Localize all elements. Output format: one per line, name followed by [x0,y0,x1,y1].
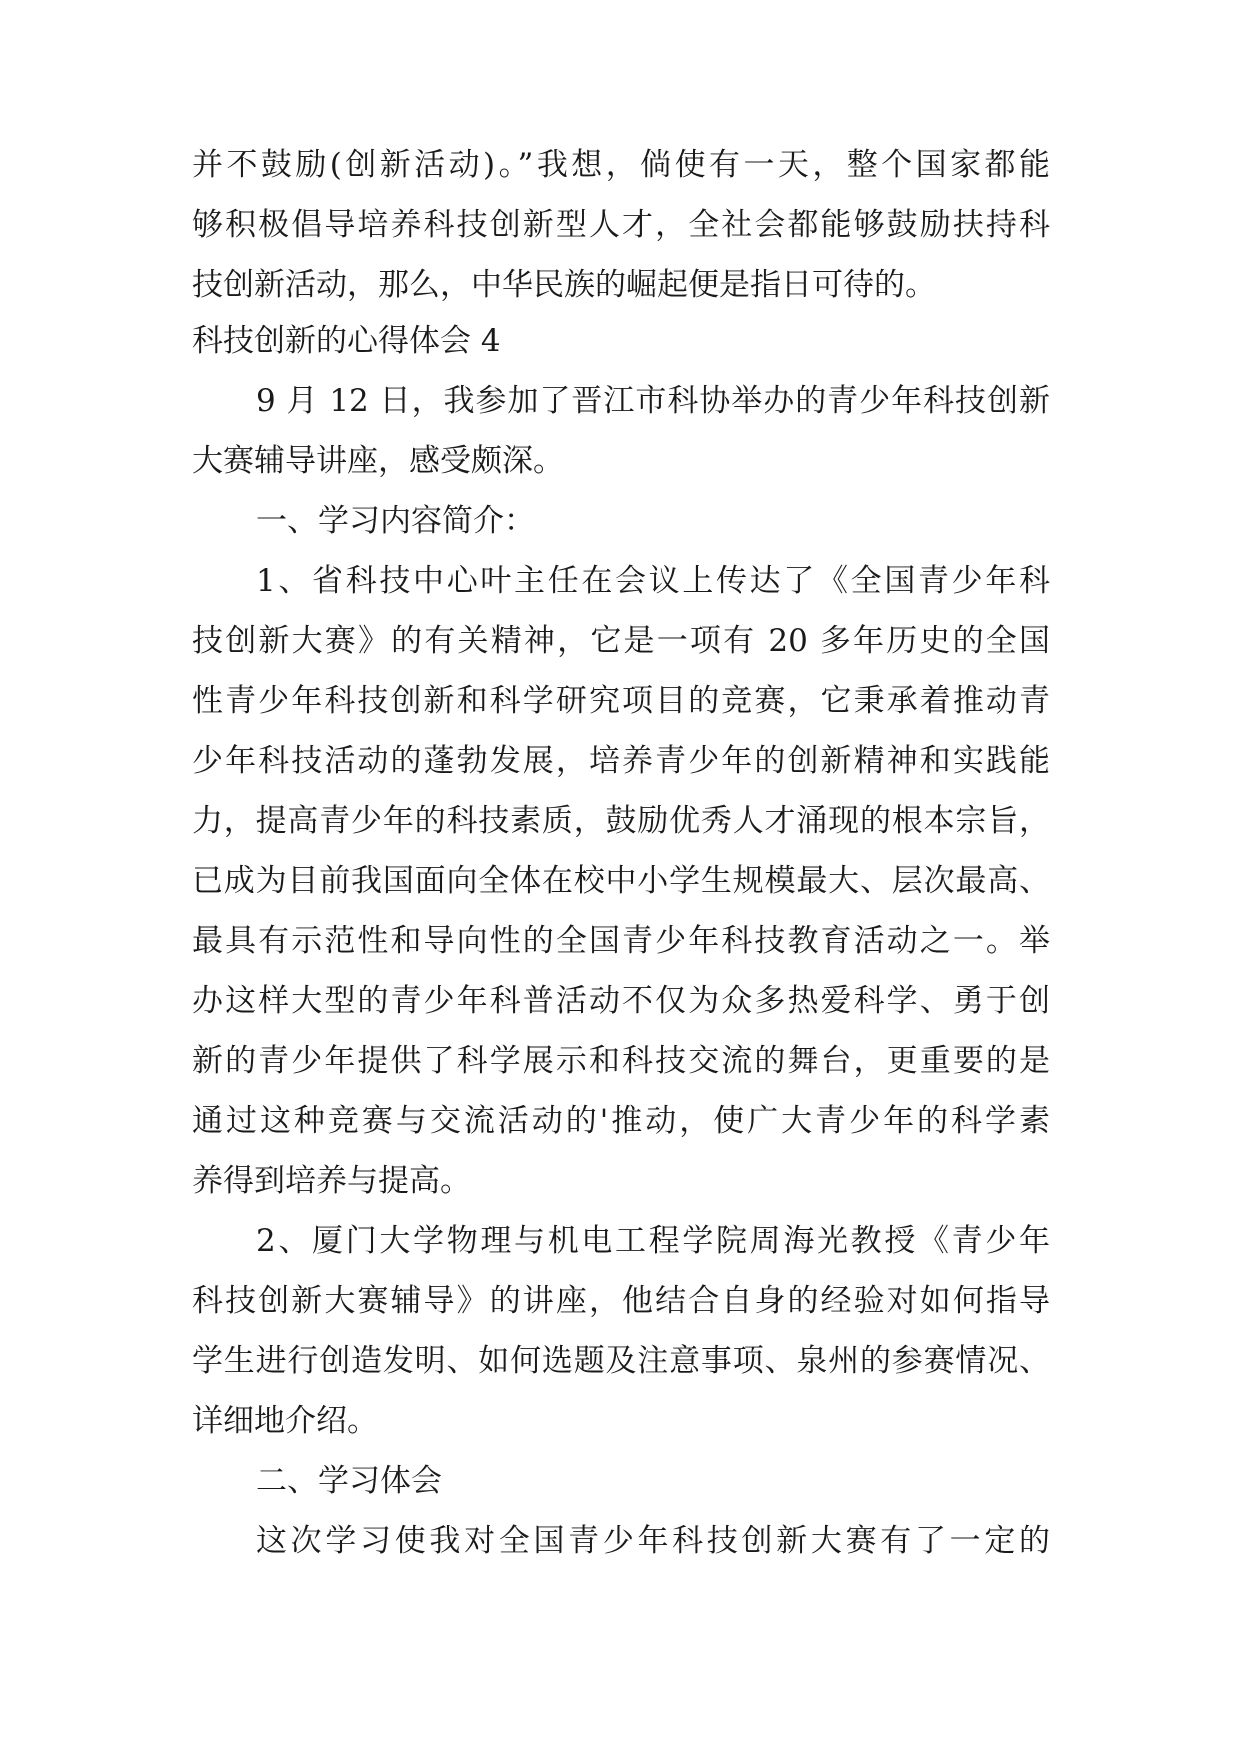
body-line: 已成为目前我国面向全体在校中小学生规模最大、层次最高、 [192,863,1050,899]
body-line: 性青少年科技创新和科学研究项目的竞赛，它秉承着推动青 [192,683,1050,719]
body-line: 技创新大赛》的有关精神，它是一项有 20 多年历史的全国 [192,623,1050,659]
body-line: 科技创新大赛辅导》的讲座，他结合自身的经验对如何指导 [192,1283,1050,1319]
body-line: 办这样大型的青少年科普活动不仅为众多热爱科学、勇于创 [192,983,1050,1019]
body-line: 少年科技活动的蓬勃发展，培养青少年的创新精神和实践能 [192,743,1050,779]
body-line: 9 月 12 日，我参加了晋江市科协举办的青少年科技创新 [256,383,1050,419]
body-line: 新的青少年提供了科学展示和科技交流的舞台，更重要的是 [192,1043,1050,1079]
subheading: 二、学习体会 [256,1463,442,1499]
body-line: 养得到培养与提高。 [192,1163,471,1199]
body-line: 1、省科技中心叶主任在会议上传达了《全国青少年科 [256,563,1050,599]
body-line: 通过这种竞赛与交流活动的'推动，使广大青少年的科学素 [192,1103,1050,1139]
body-line: 并不鼓励(创新活动)。”我想，倘使有一天，整个国家都能 [192,147,1050,183]
body-line: 技创新活动，那么，中华民族的崛起便是指日可待的。 [192,267,936,303]
body-line: 力，提高青少年的科技素质，鼓励优秀人才涌现的根本宗旨， [192,803,1050,839]
body-line: 详细地介绍。 [192,1403,378,1439]
subheading: 一、学习内容简介： [256,503,535,539]
section-heading: 科技创新的心得体会 4 [192,323,501,359]
body-line: 这次学习使我对全国青少年科技创新大赛有了一定的 [256,1523,1050,1559]
body-line: 2、厦门大学物理与机电工程学院周海光教授《青少年 [256,1223,1050,1259]
body-line: 学生进行创造发明、如何选题及注意事项、泉州的参赛情况、 [192,1343,1050,1379]
body-line: 大赛辅导讲座，感受颇深。 [192,443,564,479]
body-line: 够积极倡导培养科技创新型人才，全社会都能够鼓励扶持科 [192,207,1050,243]
body-line: 最具有示范性和导向性的全国青少年科技教育活动之一。举 [192,923,1050,959]
